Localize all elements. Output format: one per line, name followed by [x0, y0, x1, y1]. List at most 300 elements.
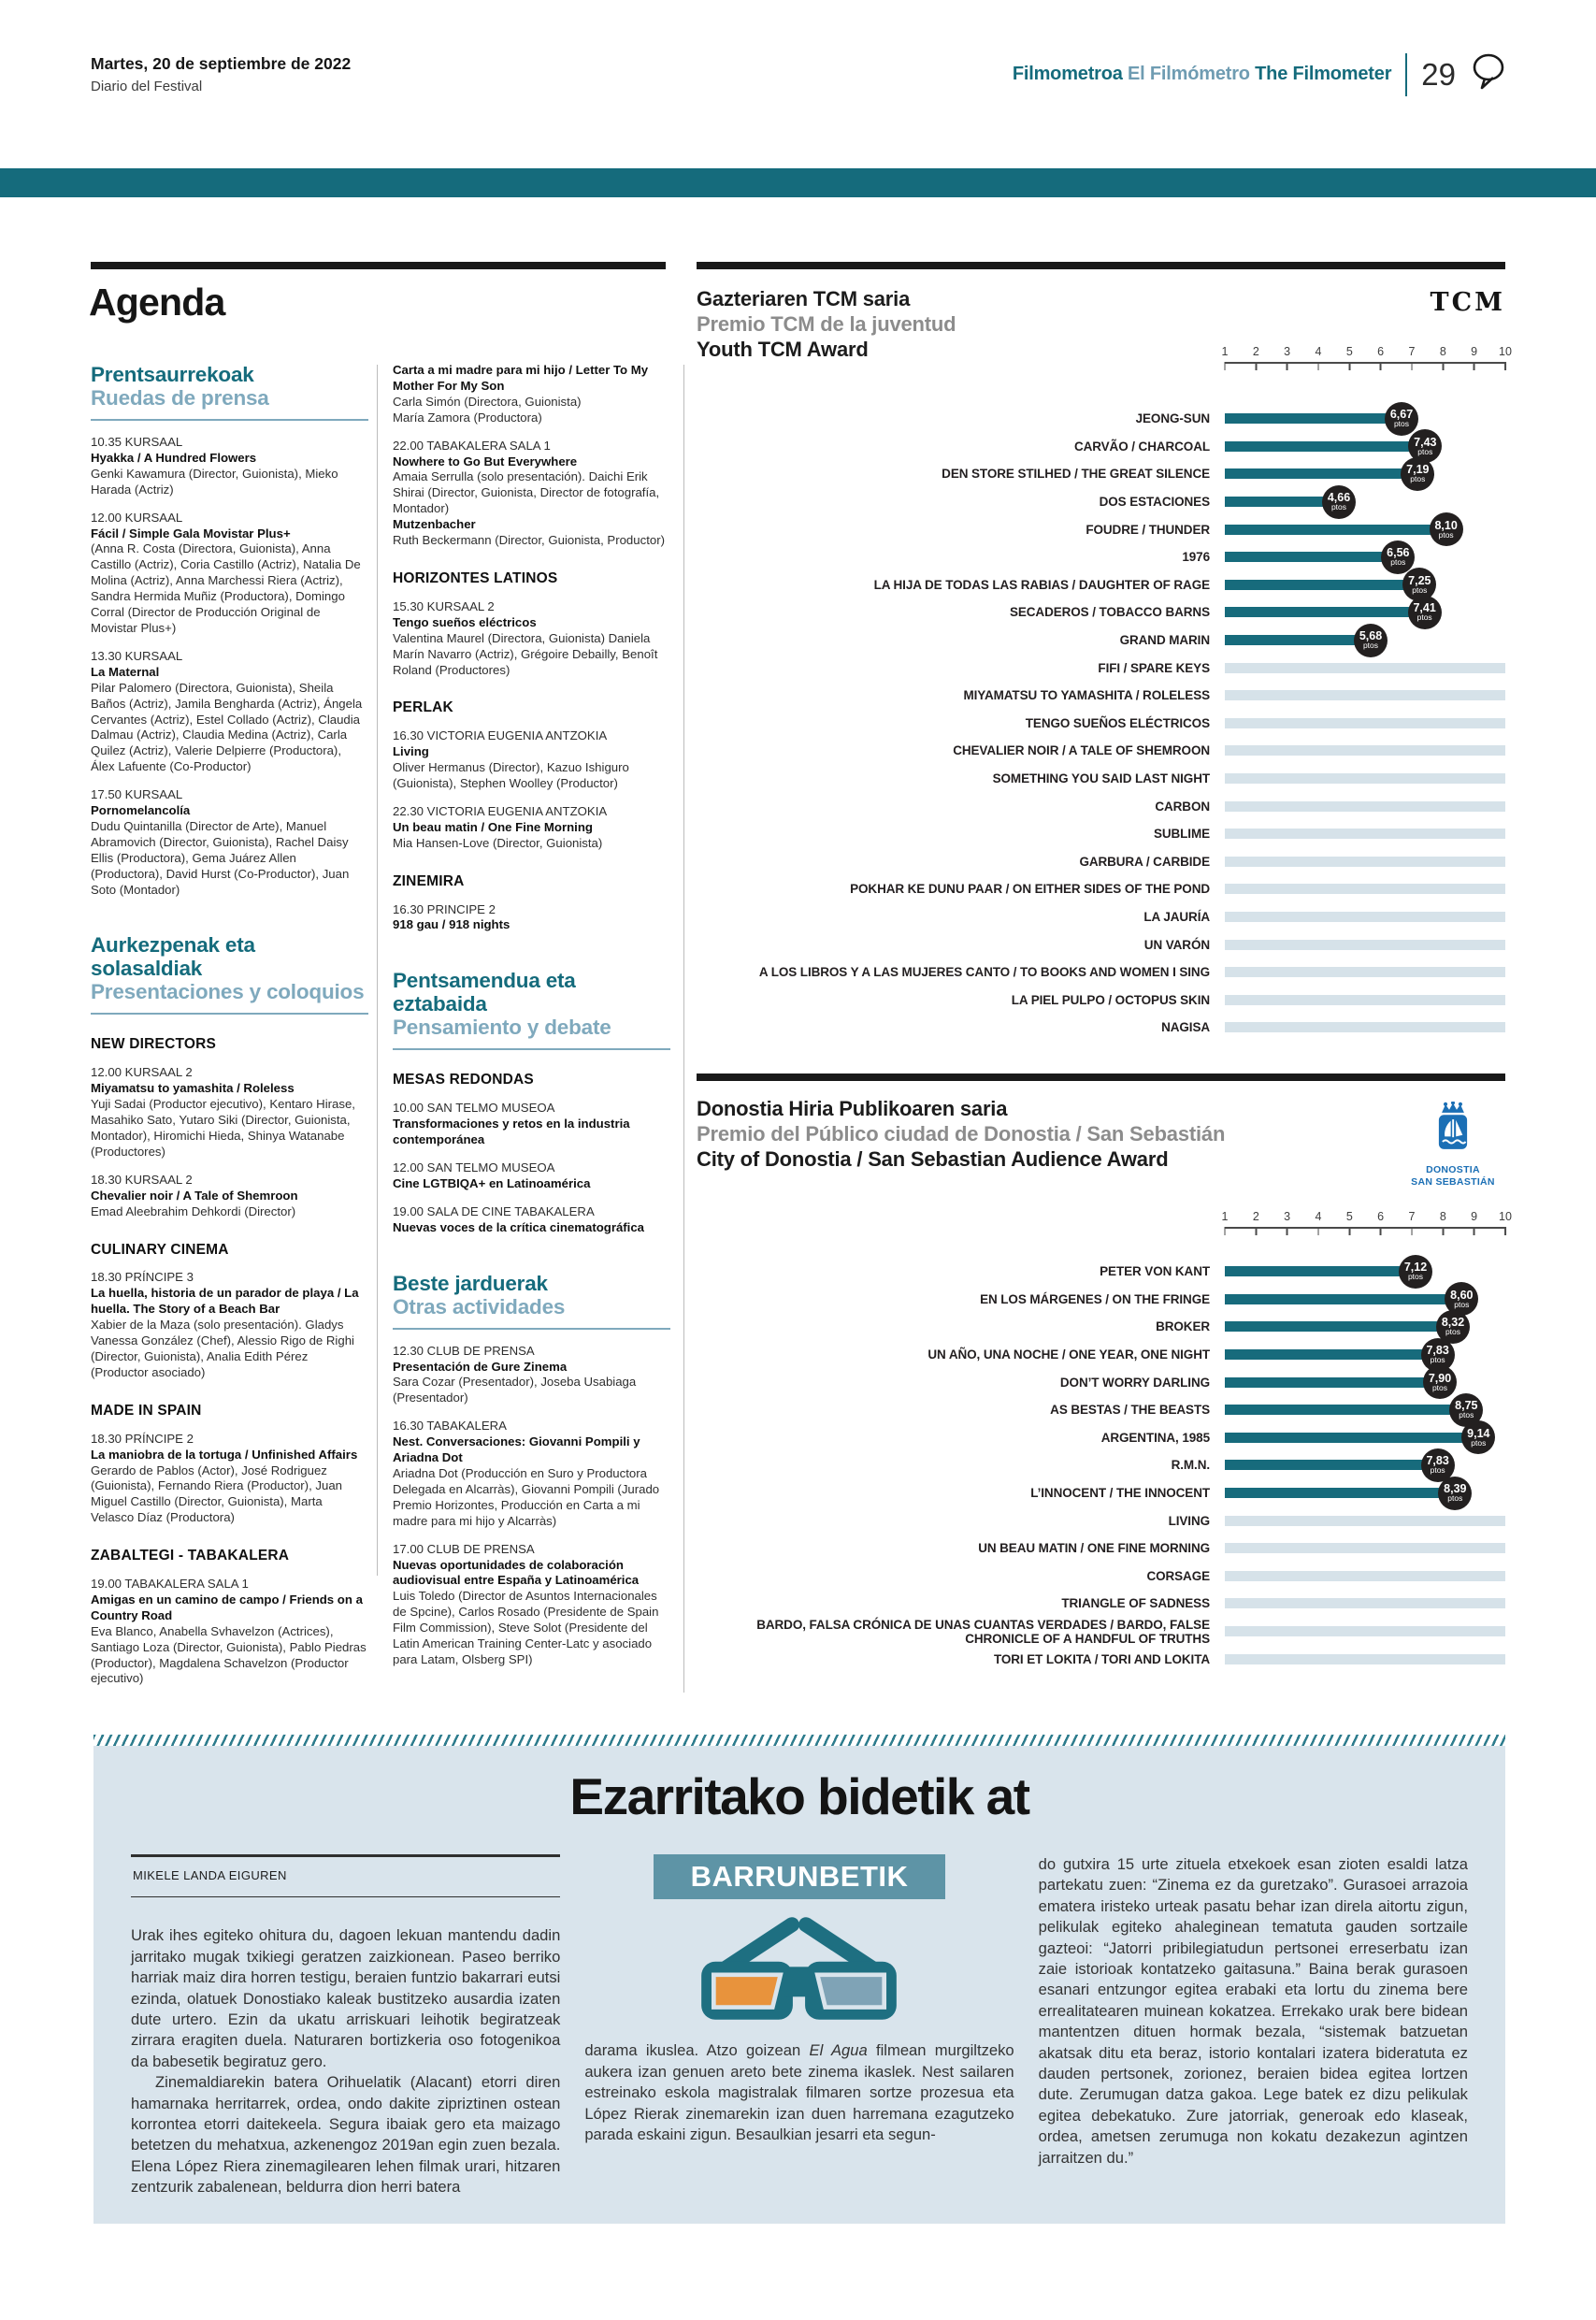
chart-row — [697, 986, 1505, 1014]
axis-tick — [1346, 346, 1353, 370]
rating-bar-track — [1225, 884, 1505, 894]
axis-tick-label: 10 — [1499, 345, 1512, 358]
agenda-credits: Sara Cozar (Presentador), Joseba Usabiaga (Presentador) — [393, 1375, 637, 1405]
rating-bar-track — [1225, 967, 1505, 977]
agenda-section-heading-eu: Pentsamendua eta eztabaida — [393, 969, 576, 1016]
axis-tick-mark — [1224, 362, 1226, 370]
agenda-credits: Luis Toledo (Director de Asuntos Internacionales de Spcine), Carlos Rosado (Presidente de Spain Film Commission), Steve Solot (Presidente del Latin American Training Center-Latc y asociado para Latam, Olsberg SPI) — [393, 1589, 659, 1666]
chart-title-eu: Gazteriaren TCM saria — [697, 287, 911, 310]
axis-tick-mark — [1380, 1227, 1382, 1235]
agenda-time-venue: 22.30 VICTORIA EUGENIA ANTZOKIA — [393, 803, 608, 818]
chart-row — [697, 1535, 1505, 1563]
filmometer-es: El Filmómetro — [1128, 64, 1250, 84]
chart-row — [697, 958, 1505, 987]
axis-tick — [1346, 1211, 1353, 1235]
rating-bar-track — [1225, 573, 1505, 595]
rating-bar — [1225, 408, 1414, 429]
agenda-time-venue: 18.30 PRÍNCIPE 2 — [91, 1431, 194, 1446]
agenda-credits: (Anna R. Costa (Directora, Guionista), Anna Castillo (Actriz), Coria Castillo (Actriz), Natalia De Molina (Actriz), Anna Marchessi Riera (Actriz), Sandra Hermida Muñiz (Productora), Domingo Corral (Director de Producción Original de Movistar Plus+) — [91, 541, 361, 635]
rating-unit: ptos — [1471, 1437, 1487, 1448]
axis-tick-mark — [1287, 362, 1288, 370]
axis-tick — [1284, 346, 1290, 370]
agenda-time-venue: 18.30 PRÍNCIPE 3 — [91, 1270, 194, 1285]
agenda-credits: Pilar Palomero (Directora, Guionista), Sheila Baños (Actriz), Jamila Bengharda (Actriz), Ángela Cervantes (Actriz), Estel Collado (Actriz), Claudia Dalmau (Actriz), Claudia Medina (Actriz), Carla Quilez (Actriz), Valerie Delpierre (Productora), Álex Lafuente (Co-Productor) — [91, 680, 363, 774]
axis-tick-label: 2 — [1252, 1210, 1259, 1223]
rating-bar — [1225, 690, 1505, 700]
axis-tick — [1471, 346, 1477, 370]
rating-bar — [1225, 1371, 1452, 1392]
rating-bar-track — [1225, 463, 1505, 484]
axis-tick-label: 5 — [1345, 1210, 1353, 1223]
film-label: DOS ESTACIONES — [1099, 495, 1210, 510]
page-number: 29 — [1421, 56, 1456, 92]
rating-bar-track — [1225, 745, 1505, 756]
film-label: LA JAURÍA — [1143, 909, 1210, 924]
audience-award-chart — [697, 1096, 1512, 1673]
axis-tick — [1253, 1211, 1259, 1235]
axis-tick — [1499, 346, 1512, 370]
agenda-film-title: Carta a mi madre para mi hijo / Letter To My Mother For My Son — [393, 363, 649, 393]
rating-value: 7,83 — [1426, 1344, 1449, 1358]
chart-title-es: Premio TCM de la juventud — [697, 312, 956, 336]
axis-tick-label: 4 — [1315, 1210, 1322, 1223]
agenda-section-heading — [91, 933, 368, 1015]
rating-bar-track — [1225, 1571, 1505, 1581]
axis-tick-mark — [1380, 362, 1382, 370]
agenda-credits: Eva Blanco, Anabella Svhavelzon (Actrices), Santiago Loza (Director, Guionista), Pablo Piedras (Productor), Magdalena Schavelzon (Productor ejecutivo) — [91, 1623, 367, 1686]
rating-value: 7,12 — [1403, 1261, 1428, 1275]
chart-row — [697, 654, 1505, 682]
agenda-section-heading-eu: Beste jarduerak — [393, 1271, 548, 1295]
chart-row — [697, 1396, 1505, 1424]
article-column-2 — [584, 1854, 1014, 2198]
rating-bar-track — [1225, 773, 1505, 784]
rating-bar — [1225, 829, 1505, 839]
film-label: UN VARÓN — [1143, 937, 1210, 952]
rating-badge — [1385, 402, 1418, 436]
rating-bar — [1225, 1571, 1505, 1581]
rating-unit: ptos — [1407, 1272, 1424, 1282]
film-label: GRAND MARIN — [1119, 633, 1210, 648]
rating-unit: ptos — [1459, 1410, 1474, 1420]
article-paragraph: darama ikuslea. Atzo goizean El Agua filmean murgiltzeko aukera izan genuen areto bete zinema ikaslek. Nest sailaren estreinako eskola magistralak filmaren sortze prozesua eta López Rierak zinemarekin izan duen harremana ezagutzeko parada eskaini zigun. Besaulkian jesarri eta segun- — [584, 2041, 1014, 2144]
agenda-film-title: Un beau matin / One Fine Morning — [393, 819, 593, 834]
film-label: A LOS LIBROS Y A LAS MUJERES CANTO / TO BOOKS AND WOMEN I SING — [758, 965, 1210, 980]
axis-tick-label: 3 — [1284, 1210, 1291, 1223]
axis-tick-label: 7 — [1408, 345, 1416, 358]
rating-bar-track — [1225, 801, 1505, 812]
rating-value: 9,14 — [1467, 1426, 1490, 1440]
agenda-time-venue: 12.00 KURSAAL 2 — [91, 1065, 193, 1080]
chart-title-en: Youth TCM Award — [697, 338, 869, 361]
agenda-credits: Genki Kawamura (Director, Guionista), Mieko Harada (Actriz) — [91, 466, 338, 497]
rating-badge — [1430, 512, 1463, 546]
rating-bar-track — [1225, 1288, 1505, 1309]
film-label: PETER VON KANT — [1100, 1264, 1210, 1279]
rating-bar-track — [1225, 1426, 1505, 1448]
rating-value: 6,67 — [1389, 408, 1414, 422]
rating-bar-track — [1225, 546, 1505, 568]
rating-bar — [1225, 1482, 1467, 1504]
axis-tick — [1284, 1211, 1290, 1235]
film-label: NAGISA — [1161, 1020, 1210, 1035]
film-label: CARBON — [1155, 799, 1210, 814]
chart-row — [697, 1258, 1505, 1286]
agenda-film-title: La Maternal — [91, 664, 160, 679]
agenda-film-title: Mutzenbacher — [393, 517, 476, 532]
axis-tick-label: 8 — [1439, 345, 1446, 358]
agenda-credits: María Zamora (Productora) — [393, 410, 542, 425]
rating-unit: ptos — [1393, 419, 1410, 429]
article-paragraph: Zinemaldiarekin batera Orihuelatik (Alacant) etorri diren hamarnaka herritarrek, ordea, ondo dakite zipriztinen ostean korrontea etorri daitekeela. Segura ibaiak gero eta maizago betetzen du mehatxua, azkenengoz 2019an egin zuen bezala. Elena López Riera zinemagilearen lehen filmak urari, hitzaren zentzurik zabalenean, beldurra dion herri batera — [131, 2073, 561, 2197]
rating-value: 8,10 — [1434, 518, 1458, 532]
rating-bar — [1225, 995, 1505, 1005]
rating-bar-track — [1225, 435, 1505, 456]
axis-tick-mark — [1256, 362, 1258, 370]
rating-bar — [1225, 1654, 1505, 1664]
3d-glasses-icon — [584, 1912, 1014, 2031]
axis-tick-mark — [1504, 362, 1506, 370]
chart-rows — [697, 405, 1505, 1042]
agenda-credits: Yuji Sadai (Productor ejecutivo), Kentaro Hirase, Masahiko Sato, Yutaro Siki (Director, Guionista, Montador), Hiromichi Hieda, Shinya Watanabe (Productores) — [91, 1097, 355, 1159]
agenda-credits: Gerardo de Pablos (Actor), José Rodriguez (Guionista), Fernando Riera (Productor), Juan Miguel Castillo (Director, Guionista), Marta Velasco Díaz (Productora) — [91, 1463, 342, 1525]
rating-bar-track — [1225, 1261, 1505, 1282]
chart-row — [697, 1590, 1505, 1618]
axis-tick-mark — [1224, 1227, 1226, 1235]
rating-bar-track — [1225, 1516, 1505, 1526]
film-label: TORI ET LOKITA / TORI AND LOKITA — [993, 1652, 1210, 1667]
agenda-credits: Mia Hansen-Love (Director, Guionista) — [393, 835, 603, 850]
rating-value: 7,83 — [1426, 1454, 1449, 1468]
agenda-film-title: Transformaciones y retos en la industria contemporánea — [393, 1117, 630, 1147]
rating-bar — [1225, 1344, 1449, 1365]
rating-bar — [1225, 718, 1505, 728]
rating-bar-track — [1225, 408, 1505, 429]
axis-tick — [1377, 346, 1384, 370]
chart-title-en: City of Donostia / San Sebastian Audience Award — [697, 1147, 1169, 1171]
chart-row — [697, 571, 1505, 599]
agenda-time-venue: 17.50 KURSAAL — [91, 787, 183, 802]
chart-row — [697, 460, 1505, 488]
rating-bar-track — [1225, 491, 1505, 512]
agenda-section-heading — [393, 969, 670, 1050]
film-label: UN AÑO, UNA NOCHE / ONE YEAR, ONE NIGHT — [927, 1347, 1210, 1362]
axis-tick-mark — [1411, 362, 1413, 370]
rating-value: 7,19 — [1406, 463, 1430, 477]
rating-unit: ptos — [1412, 584, 1428, 595]
chart-row — [697, 543, 1505, 571]
film-label: CARVÃO / CHARCOAL — [1073, 439, 1210, 454]
rating-badge — [1322, 485, 1356, 519]
rating-bar-track — [1225, 629, 1505, 651]
rating-unit: ptos — [1330, 502, 1347, 512]
film-label: LA HIJA DE TODAS LAS RABIAS / DAUGHTER OF RAGE — [873, 577, 1210, 592]
agenda-film-title: Fácil / Simple Gala Movistar Plus+ — [91, 526, 291, 540]
chart-row — [697, 488, 1505, 516]
film-label: GARBURA / CARBIDE — [1079, 854, 1210, 869]
rating-value: 8,60 — [1450, 1288, 1474, 1302]
chart-row — [697, 598, 1505, 627]
axis-tick-label: 3 — [1284, 345, 1291, 358]
rating-bar-track — [1225, 857, 1505, 867]
section-rule — [697, 1074, 1505, 1081]
chart-row — [697, 1313, 1505, 1341]
rating-badge — [1423, 1365, 1457, 1399]
rating-value: 7,25 — [1408, 573, 1431, 587]
agenda-category-heading: NEW DIRECTORS — [91, 1036, 217, 1053]
film-label: FIFI / SPARE KEYS — [1098, 660, 1210, 675]
filmometer-en: The Filmometer — [1255, 64, 1392, 84]
film-label: UN BEAU MATIN / ONE FINE MORNING — [978, 1541, 1210, 1556]
agenda-category-heading: HORIZONTES LATINOS — [393, 569, 558, 586]
chart-title-es: Premio del Público ciudad de Donostia / San Sebastián — [697, 1122, 1226, 1146]
donostia-logo-line1: DONOSTIA — [1426, 1164, 1480, 1175]
agenda-film-title: Pornomelancolía — [91, 803, 191, 818]
section-rule — [91, 262, 666, 269]
agenda-section-heading-es: Ruedas de prensa — [91, 386, 269, 410]
teal-band — [0, 168, 1596, 197]
axis-tick — [1499, 1211, 1512, 1235]
edition-name: Diario del Festival — [91, 79, 203, 94]
featured-article — [93, 1735, 1505, 2224]
header-divider — [1405, 53, 1407, 96]
agenda-film-title: Tengo sueños eléctricos — [393, 614, 537, 629]
rating-value: 4,66 — [1327, 491, 1351, 505]
agenda-film-title: Nuevas oportunidades de colaboración audiovisual entre España y Latinoamérica — [393, 1557, 640, 1588]
column-kicker: BARRUNBETIK — [654, 1854, 945, 1899]
rating-bar-track — [1225, 518, 1505, 540]
axis-tick — [1253, 346, 1259, 370]
chart-title-eu: Donostia Hiria Publikoaren saria — [697, 1097, 1008, 1120]
agenda-film-title: Miyamatsu to yamashita / Roleless — [91, 1081, 295, 1096]
chart-axis — [1221, 345, 1512, 372]
agenda-time-venue: 12.00 SAN TELMO MUSEOA — [393, 1160, 555, 1174]
axis-tick-label: 1 — [1221, 1210, 1229, 1223]
rating-bar — [1225, 884, 1505, 894]
rating-bar — [1225, 546, 1410, 568]
axis-tick-mark — [1349, 362, 1351, 370]
rating-bar-track — [1225, 1598, 1505, 1608]
rating-bar-track — [1225, 663, 1505, 673]
rating-badge — [1381, 540, 1415, 574]
speech-bubble-icon — [1470, 52, 1507, 96]
axis-tick-label: 10 — [1499, 1210, 1512, 1223]
rating-bar — [1225, 1261, 1428, 1282]
rating-bar — [1225, 745, 1505, 756]
agenda-credits: Ruth Beckermann (Director, Guionista, Productor) — [393, 533, 665, 548]
hatched-border — [93, 1735, 1505, 1746]
rating-bar-track — [1225, 1626, 1505, 1636]
rating-unit: ptos — [1454, 1299, 1470, 1309]
article-paragraph: Urak ihes egiteko ohitura du, dagoen lekuan mantendu dadin jarritako mugak txikiegi geratzen zaizkionean. Paseo berriko harriak maiz dira horren testigu, beraien funtzio bakarrari eutsi ezinda, olatuek Donostiako kaleak bustitzeko ausardia izaten dute urtero. Ezin da ukatu arriskuari leihotik begiratzeak zirrara eragiten duela. Naturaren bortizkeria oso fotogenikoa da babesetik begiratuz gero. — [131, 1926, 561, 2070]
rating-bar — [1225, 573, 1431, 595]
rating-bar — [1225, 1543, 1505, 1553]
axis-tick — [1222, 1211, 1229, 1235]
rating-bar — [1225, 491, 1351, 512]
rating-unit: ptos — [1410, 474, 1426, 484]
rating-bar — [1225, 1598, 1505, 1608]
rating-unit: ptos — [1362, 641, 1379, 651]
axis-tick-mark — [1411, 1227, 1413, 1235]
chart-row — [697, 765, 1505, 793]
rating-bar — [1225, 1454, 1449, 1476]
chart-row — [697, 1424, 1505, 1452]
rating-bar-track — [1225, 1654, 1505, 1664]
rating-bar — [1225, 463, 1430, 484]
rating-unit: ptos — [1416, 612, 1432, 623]
rating-bar — [1225, 629, 1383, 651]
rating-bar-track — [1225, 1399, 1505, 1420]
agenda-category-heading: ZINEMIRA — [393, 872, 465, 889]
agenda-time-venue: 17.00 CLUB DE PRENSA — [393, 1541, 535, 1556]
film-label: SUBLIME — [1153, 827, 1210, 842]
chart-row — [697, 515, 1505, 543]
section-rule — [697, 262, 1505, 269]
film-label: POKHAR KE DUNU PAAR / ON EITHER SIDES OF THE POND — [850, 882, 1210, 897]
agenda-time-venue: 16.30 PRINCIPE 2 — [393, 901, 496, 916]
agenda-section-heading-eu: Aurkezpenak eta solasaldiak — [91, 933, 255, 981]
axis-tick — [1222, 346, 1229, 370]
agenda-credits: Oliver Hermanus (Director), Kazuo Ishiguro (Guionista), Stephen Woolley (Productor) — [393, 760, 629, 791]
tcm-award-chart — [697, 286, 1512, 1042]
chart-row — [697, 1286, 1505, 1314]
agenda-film-title: Living — [393, 744, 429, 759]
column-divider — [377, 365, 378, 1576]
filmometer-eu: Filmometroa — [1012, 64, 1123, 84]
column-divider — [683, 365, 684, 1693]
rating-bar — [1225, 773, 1505, 784]
agenda-credits: Valentina Maurel (Directora, Guionista) Daniela Marín Navarro (Actriz), Grégoire Debailly, Benoît Roland (Productores) — [393, 630, 658, 677]
agenda-credits: Emad Aleebrahim Dehkordi (Director) — [91, 1203, 296, 1218]
rating-bar-track — [1225, 912, 1505, 922]
axis-tick — [1316, 1211, 1322, 1235]
axis-tick-label: 9 — [1471, 345, 1478, 358]
rating-unit: ptos — [1430, 1355, 1445, 1365]
agenda-time-venue: 12.30 CLUB DE PRENSA — [393, 1343, 535, 1358]
rating-bar — [1225, 1426, 1490, 1448]
agenda-film-title: Nest. Conversaciones: Giovanni Pompili y Ariadna Dot — [393, 1434, 640, 1465]
agenda-credits: Ariadna Dot (Producción en Suro y Productora Delegada en Alcarràs), Giovanni Pompili (Jurado Premio Horizontes, Producción en Carta a mi madre para mi hijo y Alcarràs) — [393, 1465, 660, 1528]
rating-value: 5,68 — [1359, 629, 1383, 643]
agenda-column-1 — [91, 363, 368, 1687]
agenda-title: Agenda — [89, 281, 225, 324]
axis-tick — [1377, 1211, 1384, 1235]
agenda-time-venue: 19.00 SALA DE CINE TABAKALERA — [393, 1203, 595, 1218]
agenda-credits: Xabier de la Maza (solo presentación). Gladys Vanessa González (Chef), Alessio Rigo de Righi (Director, Guionista), Analia Edith Pérez (Productor asociado) — [91, 1318, 354, 1379]
agenda-credits: Carla Simón (Directora, Guionista) — [393, 394, 582, 409]
agenda-time-venue: 19.00 TABAKALERA SALA 1 — [91, 1577, 249, 1592]
rating-badge — [1354, 624, 1388, 657]
agenda-film-title: Amigas en un camino de campo / Friends on a Country Road — [91, 1592, 363, 1622]
rating-bar — [1225, 1316, 1465, 1337]
film-label: CHEVALIER NOIR / A TALE OF SHEMROON — [953, 743, 1210, 758]
agenda-section-heading-es: Pensamiento y debate — [393, 1016, 611, 1040]
rating-value: 8,32 — [1441, 1316, 1465, 1330]
axis-tick-label: 8 — [1439, 1210, 1446, 1223]
axis-tick — [1440, 346, 1446, 370]
rating-bar-track — [1225, 601, 1505, 623]
chart-row — [697, 820, 1505, 848]
agenda-time-venue: 18.30 KURSAAL 2 — [91, 1172, 193, 1187]
rating-bar-track — [1225, 1022, 1505, 1032]
rating-value: 7,90 — [1428, 1371, 1452, 1385]
article-column-3 — [1039, 1854, 1468, 2198]
agenda-category-heading: PERLAK — [393, 699, 453, 716]
chart-row — [697, 1618, 1505, 1646]
rating-bar — [1225, 1288, 1474, 1309]
chart-row — [697, 792, 1505, 820]
chart-row — [697, 1341, 1505, 1369]
rating-value: 8,39 — [1444, 1482, 1467, 1496]
chart-rows — [697, 1258, 1505, 1673]
film-label: BARDO, FALSA CRÓNICA DE UNAS CUANTAS VERDADES / BARDO, FALSE CHRONICLE OF A HANDFUL OF TRUTHS — [756, 1617, 1210, 1646]
agenda-column-2 — [393, 363, 670, 1668]
axis-tick-label: 6 — [1377, 1210, 1385, 1223]
article-title: Ezarritako bidetik at — [569, 1767, 1029, 1825]
axis-tick — [1440, 1211, 1446, 1235]
chart-row — [697, 848, 1505, 876]
agenda-category-heading: MADE IN SPAIN — [91, 1402, 202, 1419]
rating-bar-track — [1225, 995, 1505, 1005]
rating-bar — [1225, 1626, 1505, 1636]
film-label: LA PIEL PULPO / OCTOPUS SKIN — [1011, 992, 1210, 1007]
agenda-time-venue: 16.30 VICTORIA EUGENIA ANTZOKIA — [393, 728, 608, 743]
rating-bar — [1225, 1022, 1505, 1032]
donostia-san-sebastian-logo — [1401, 1102, 1505, 1189]
rating-value: 7,43 — [1414, 435, 1437, 449]
rating-value: 8,75 — [1455, 1399, 1478, 1413]
film-label: L’INNOCENT / THE INNOCENT — [1030, 1486, 1210, 1501]
film-label: CORSAGE — [1146, 1568, 1210, 1583]
agenda-credits: Dudu Quintanilla (Director de Arte), Manuel Abramovich (Director, Guionista), Rachel Daisy Ellis (Productora), Gema Juárez Allen (Productora), David Hurst (Co-Productor), Juan Soto (Montador) — [91, 818, 350, 897]
rating-bar — [1225, 967, 1505, 977]
rating-bar — [1225, 435, 1437, 456]
chart-row — [697, 433, 1505, 461]
agenda-film-title: La huella, historia de un parador de playa / La huella. The Story of a Beach Bar — [91, 1286, 359, 1317]
axis-tick-mark — [1504, 1227, 1506, 1235]
rating-bar — [1225, 1516, 1505, 1526]
rating-bar — [1225, 801, 1505, 812]
rating-value: 7,41 — [1413, 601, 1436, 615]
rating-bar-track — [1225, 829, 1505, 839]
film-label: JEONG-SUN — [1135, 411, 1210, 426]
agenda-film-title: Nuevas voces de la crítica cinematográfica — [393, 1219, 645, 1234]
axis-tick — [1409, 346, 1416, 370]
film-label: AS BESTAS / THE BEASTS — [1050, 1403, 1210, 1418]
chart-row — [697, 1646, 1505, 1674]
chart-row — [697, 903, 1505, 931]
agenda-section-heading — [91, 363, 368, 421]
axis-tick-mark — [1317, 362, 1319, 370]
rating-bar — [1225, 1399, 1478, 1420]
chart-row — [697, 1479, 1505, 1507]
axis-tick-mark — [1287, 1227, 1288, 1235]
axis-tick-mark — [1349, 1227, 1351, 1235]
date: Martes, 20 de septiembre de 2022 — [91, 54, 352, 73]
rating-bar-track — [1225, 1371, 1505, 1392]
axis-tick — [1409, 1211, 1416, 1235]
rating-bar — [1225, 518, 1458, 540]
agenda-time-venue: 16.30 TABAKALERA — [393, 1419, 507, 1434]
agenda-film-title: Cine LGTBIQA+ en Latinoamérica — [393, 1175, 591, 1190]
agenda-section-heading — [393, 1272, 670, 1330]
rating-unit: ptos — [1417, 446, 1433, 456]
rating-bar-track — [1225, 690, 1505, 700]
agenda-film-title: La maniobra de la tortuga / Unfinished Affairs — [91, 1447, 358, 1462]
tcm-logo: TCM — [1430, 288, 1505, 317]
agenda-time-venue: 15.30 KURSAAL 2 — [393, 598, 495, 613]
rating-bar-track — [1225, 940, 1505, 950]
